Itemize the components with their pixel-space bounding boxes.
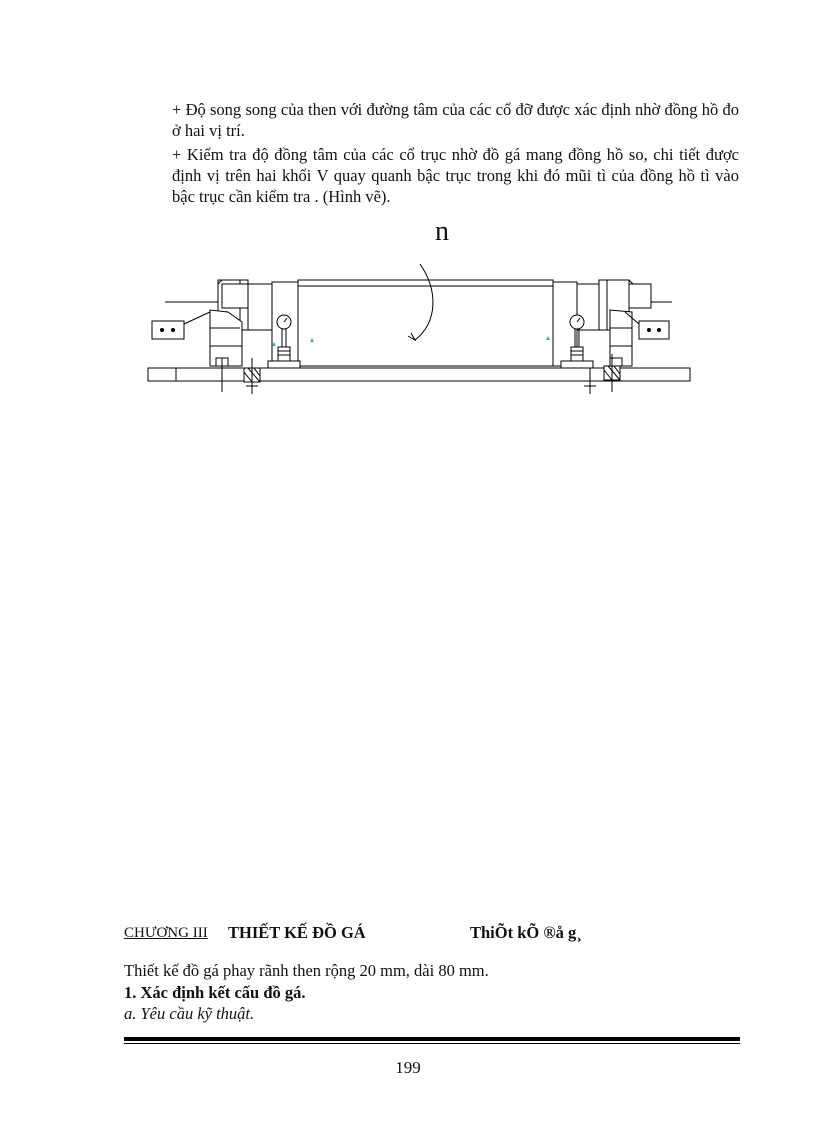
clamp-block-left <box>152 321 184 339</box>
chapter-title-legacy-encoding: ThiÕt kÕ ®å g¸ <box>470 923 582 942</box>
subsection-heading-a: a. Yêu cầu kỹ thuật. <box>124 1004 255 1023</box>
intro-sentence: Thiết kế đồ gá phay rãnh then rộng 20 mm, dài 80 mm. <box>124 961 489 980</box>
chapter-title: THIẾT KẾ ĐỒ GÁ <box>228 923 366 942</box>
footer-rule-thick <box>124 1037 740 1041</box>
figure-rotation-label: n <box>435 216 449 247</box>
paragraph-parallelism: + Độ song song của then với đường tâm của các cổ đỡ được xác định nhờ đồng hồ đo ở hai vị trí. <box>172 100 739 140</box>
paragraph-concentricity: + Kiểm tra độ đồng tâm của các cổ trục nhờ đồ gá mang đồng hồ so, chi tiết được định vị trên hai khối V quay quanh bậc trục trong khi đó mũi tì của đồng hồ tì vào bậc trục cần kiểm tra . (Hình vẽ). <box>172 145 739 206</box>
page-number: 199 <box>395 1058 421 1077</box>
chapter-prefix: CHƯƠNG III <box>124 925 208 941</box>
clamp-block-right <box>639 321 669 339</box>
shaft-inspection-figure <box>140 250 700 400</box>
section-heading-1: 1. Xác định kết cấu đồ gá. <box>124 983 306 1002</box>
shaft-body <box>298 280 553 366</box>
footer-rule-thin <box>124 1043 740 1044</box>
